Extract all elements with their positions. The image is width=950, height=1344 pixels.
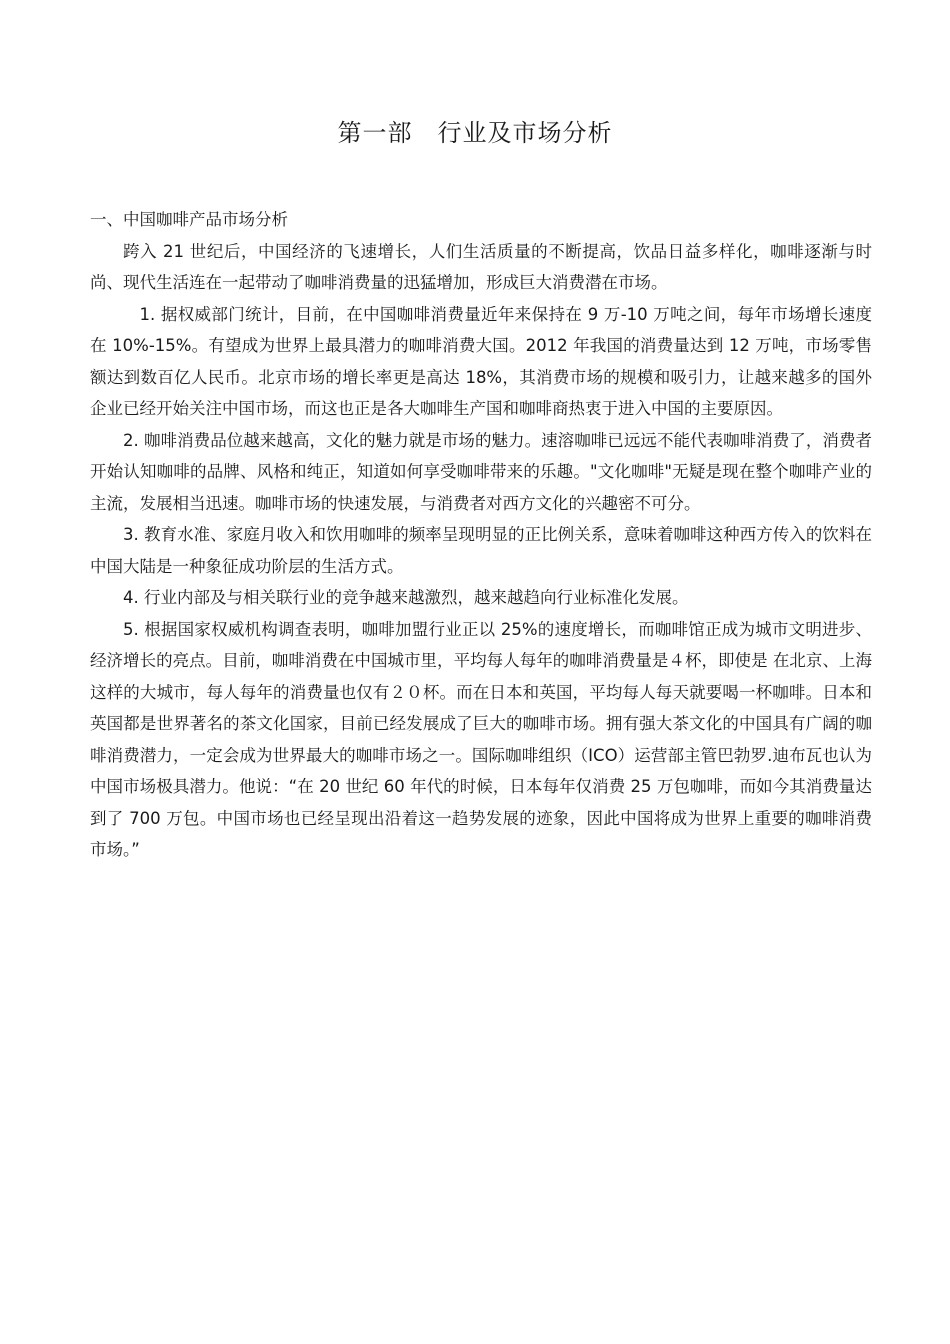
- point-2-paragraph: 2. 咖啡消费品位越来越高，文化的魅力就是市场的魅力。速溶咖啡已远远不能代表咖啡消费了，消费者开始认知咖啡的品牌、风格和纯正，知道如何享受咖啡带来的乐趣。"文化咖啡"无疑是现在整个咖啡产业的主流，发展相当迅速。咖啡市场的快速发展，与消费者对西方文化的兴趣密不可分。: [90, 430, 872, 513]
- point-4-paragraph: 4. 行业内部及与相关联行业的竞争越来越激烈，越来越趋向行业标准化发展。: [123, 588, 689, 607]
- document-body: [90, 204, 872, 866]
- point-3-paragraph: 3. 教育水准、家庭月收入和饮用咖啡的频率呈现明显的正比例关系，意味着咖啡这种西方传入的饮料在中国大陆是一种象征成功阶层的生活方式。: [90, 525, 872, 576]
- point-1-paragraph: 1. 据权威部门统计，目前，在中国咖啡消费量近年来保持在 9 万-10 万吨之间，每年市场增长速度在 10%-15%。有望成为世界上最具潜力的咖啡消费大国。2012 年我国的消费量达到 12 万吨，市场零售额达到数百亿人民币。北京市场的增长率更是高达 18%，其消费市场的规模和吸引力，让越来越多的国外企业已经开始关注中国市场，而这也正是各大咖啡生产国和咖啡商热衷于进入中国的主要原因。: [90, 304, 872, 418]
- intro-paragraph: 跨入 21 世纪后，中国经济的飞速增长，人们生活质量的不断提高，饮品日益多样化，咖啡逐渐与时尚、现代生活连在一起带动了咖啡消费量的迅猛增加，形成巨大消费潜在市场。: [90, 241, 872, 292]
- point-5-paragraph: 5. 根据国家权威机构调查表明，咖啡加盟行业正以 25%的速度增长，而咖啡馆正成为城市文明进步、经济增长的亮点。目前，咖啡消费在中国城市里，平均每人每年的咖啡消费量是４杯，即使是 在北京、上海这样的大城市，每人每年的消费量也仅有２０杯。而在日本和英国，平均每人每天就要喝一杯咖啡。日本和英国都是世界著名的茶文化国家，目前已经发展成了巨大的咖啡市场。拥有强大茶文化的中国具有广阔的咖啡消费潜力，一定会成为世界最大的咖啡市场之一。国际咖啡组织（ICO）运营部主管巴勃罗.迪布瓦也认为中国市场极具潜力。他说：“在 20 世纪 60 年代的时候，日本每年仅消费 25 万包咖啡，而如今其消费量达到了 700 万包。中国市场也已经呈现出沿着这一趋势发展的迹象，因此中国将成为世界上重要的咖啡消费市场。”: [90, 619, 872, 859]
- page-title: 第一部 行业及市场分析: [337, 119, 613, 147]
- section-heading: 一、中国咖啡产品市场分析: [90, 210, 288, 229]
